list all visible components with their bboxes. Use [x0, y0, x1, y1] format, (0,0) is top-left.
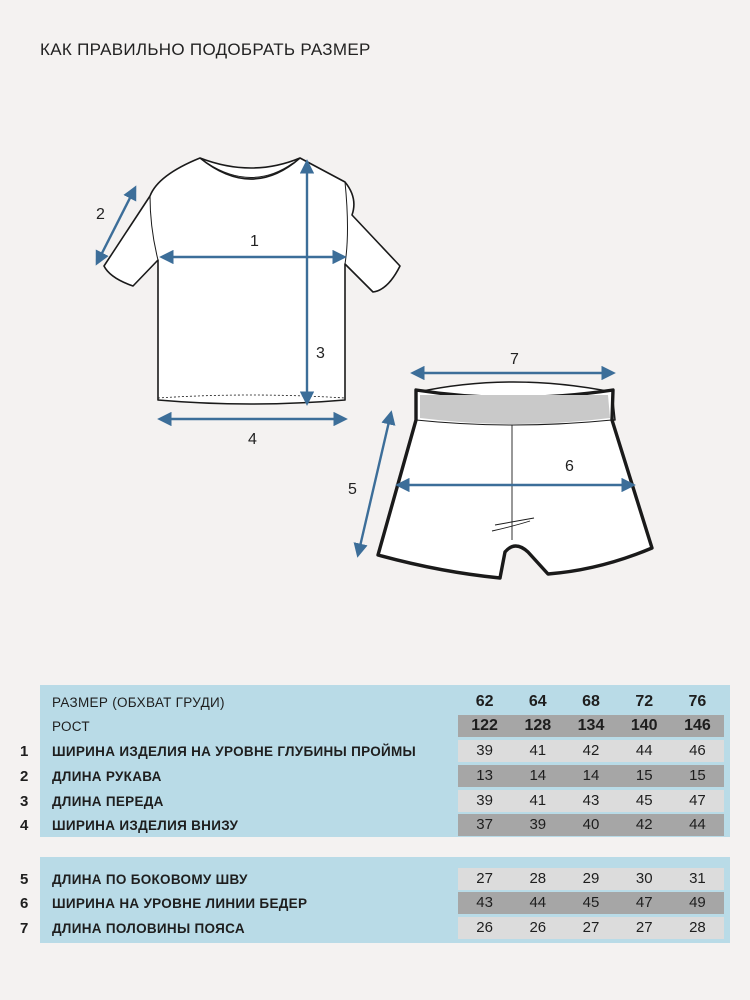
- height-cell: 128: [524, 717, 552, 734]
- label-1: 1: [250, 233, 259, 250]
- row-label: ДЛИНА ПОЛОВИНЫ ПОЯСА: [52, 920, 245, 936]
- size-row-label: РАЗМЕР (ОБХВАТ ГРУДИ): [52, 694, 225, 710]
- label-3: 3: [316, 345, 325, 362]
- height-cell: 134: [577, 717, 605, 734]
- table-row: [0, 891, 750, 915]
- table-row: [0, 813, 750, 837]
- table-row: [0, 867, 750, 891]
- label-6: 6: [565, 458, 574, 475]
- value-cell: 41: [529, 742, 547, 759]
- height-cell: 146: [684, 717, 711, 734]
- row-label: ШИРИНА ИЗДЕЛИЯ ВНИЗУ: [52, 817, 239, 833]
- value-cell: 28: [529, 870, 547, 887]
- row-size: [0, 690, 750, 714]
- value-cell: 14: [529, 767, 547, 784]
- height-values: [458, 715, 724, 737]
- table-row: [0, 789, 750, 813]
- value-cell: 47: [635, 894, 653, 911]
- row-number: 3: [20, 792, 29, 810]
- row-number: 5: [20, 870, 29, 888]
- value-cell: 43: [476, 894, 493, 911]
- value-cell: 27: [476, 870, 493, 887]
- value-cell: 45: [635, 792, 653, 809]
- table-row: [0, 764, 750, 788]
- row-number: 4: [20, 816, 29, 834]
- value-cell: 39: [529, 816, 547, 833]
- value-cell: 44: [689, 816, 706, 833]
- value-cell: 26: [529, 919, 547, 936]
- value-cell: 42: [635, 816, 653, 833]
- value-cell: 44: [635, 742, 653, 759]
- shorts-drawing: [378, 382, 652, 578]
- tshirt-drawing: [104, 158, 400, 404]
- value-cell: 39: [476, 742, 493, 759]
- row-number: 7: [20, 919, 29, 937]
- label-4: 4: [248, 431, 257, 448]
- value-cell: 29: [582, 870, 600, 887]
- size-cell: 62: [475, 693, 494, 710]
- row-number: 2: [20, 767, 29, 785]
- row-number: 6: [20, 894, 29, 912]
- row-label: ДЛИНА ПЕРЕДА: [52, 793, 164, 809]
- size-cell: 76: [688, 693, 707, 710]
- row-values: [458, 814, 724, 836]
- row-values: [458, 740, 724, 762]
- value-cell: 44: [529, 894, 547, 911]
- value-cell: 15: [689, 767, 706, 784]
- row-label: ДЛИНА ПО БОКОВОМУ ШВУ: [52, 871, 248, 887]
- value-cell: 40: [582, 816, 600, 833]
- value-cell: 43: [582, 792, 600, 809]
- label-7: 7: [510, 351, 519, 368]
- label-2: 2: [96, 206, 105, 223]
- value-cell: 42: [582, 742, 600, 759]
- value-cell: 37: [476, 816, 493, 833]
- size-cell: 64: [528, 693, 547, 710]
- value-cell: 46: [689, 742, 706, 759]
- value-cell: 15: [635, 767, 653, 784]
- value-cell: 28: [689, 919, 706, 936]
- value-cell: 30: [635, 870, 653, 887]
- height-cell: 122: [471, 717, 498, 734]
- value-cell: 45: [582, 894, 600, 911]
- row-height: [0, 714, 750, 738]
- value-cell: 49: [689, 894, 706, 911]
- value-cell: 27: [582, 919, 600, 936]
- value-cell: 14: [582, 767, 600, 784]
- value-cell: 31: [689, 870, 706, 887]
- row-values: [458, 917, 724, 939]
- row-label: ШИРИНА НА УРОВНЕ ЛИНИИ БЕДЕР: [52, 895, 308, 911]
- value-cell: 26: [476, 919, 493, 936]
- value-cell: 13: [476, 767, 493, 784]
- table-row: [0, 739, 750, 763]
- row-values: [458, 868, 724, 890]
- label-5: 5: [348, 481, 357, 498]
- size-values: [458, 691, 724, 713]
- value-cell: 39: [476, 792, 493, 809]
- size-cell: 72: [635, 693, 654, 710]
- value-cell: 47: [689, 792, 706, 809]
- height-row-label: РОСТ: [52, 718, 90, 734]
- row-label: ШИРИНА ИЗДЕЛИЯ НА УРОВНЕ ГЛУБИНЫ ПРОЙМЫ: [52, 743, 417, 759]
- row-values: [458, 790, 724, 812]
- value-cell: 41: [529, 792, 547, 809]
- height-cell: 140: [630, 717, 658, 734]
- row-number: 1: [20, 742, 29, 760]
- value-cell: 27: [635, 919, 653, 936]
- page-title: КАК ПРАВИЛЬНО ПОДОБРАТЬ РАЗМЕР: [40, 40, 371, 59]
- size-cell: 68: [582, 693, 600, 710]
- row-label: ДЛИНА РУКАВА: [52, 768, 162, 784]
- row-values: [458, 765, 724, 787]
- row-values: [458, 892, 724, 914]
- table-row: [0, 916, 750, 940]
